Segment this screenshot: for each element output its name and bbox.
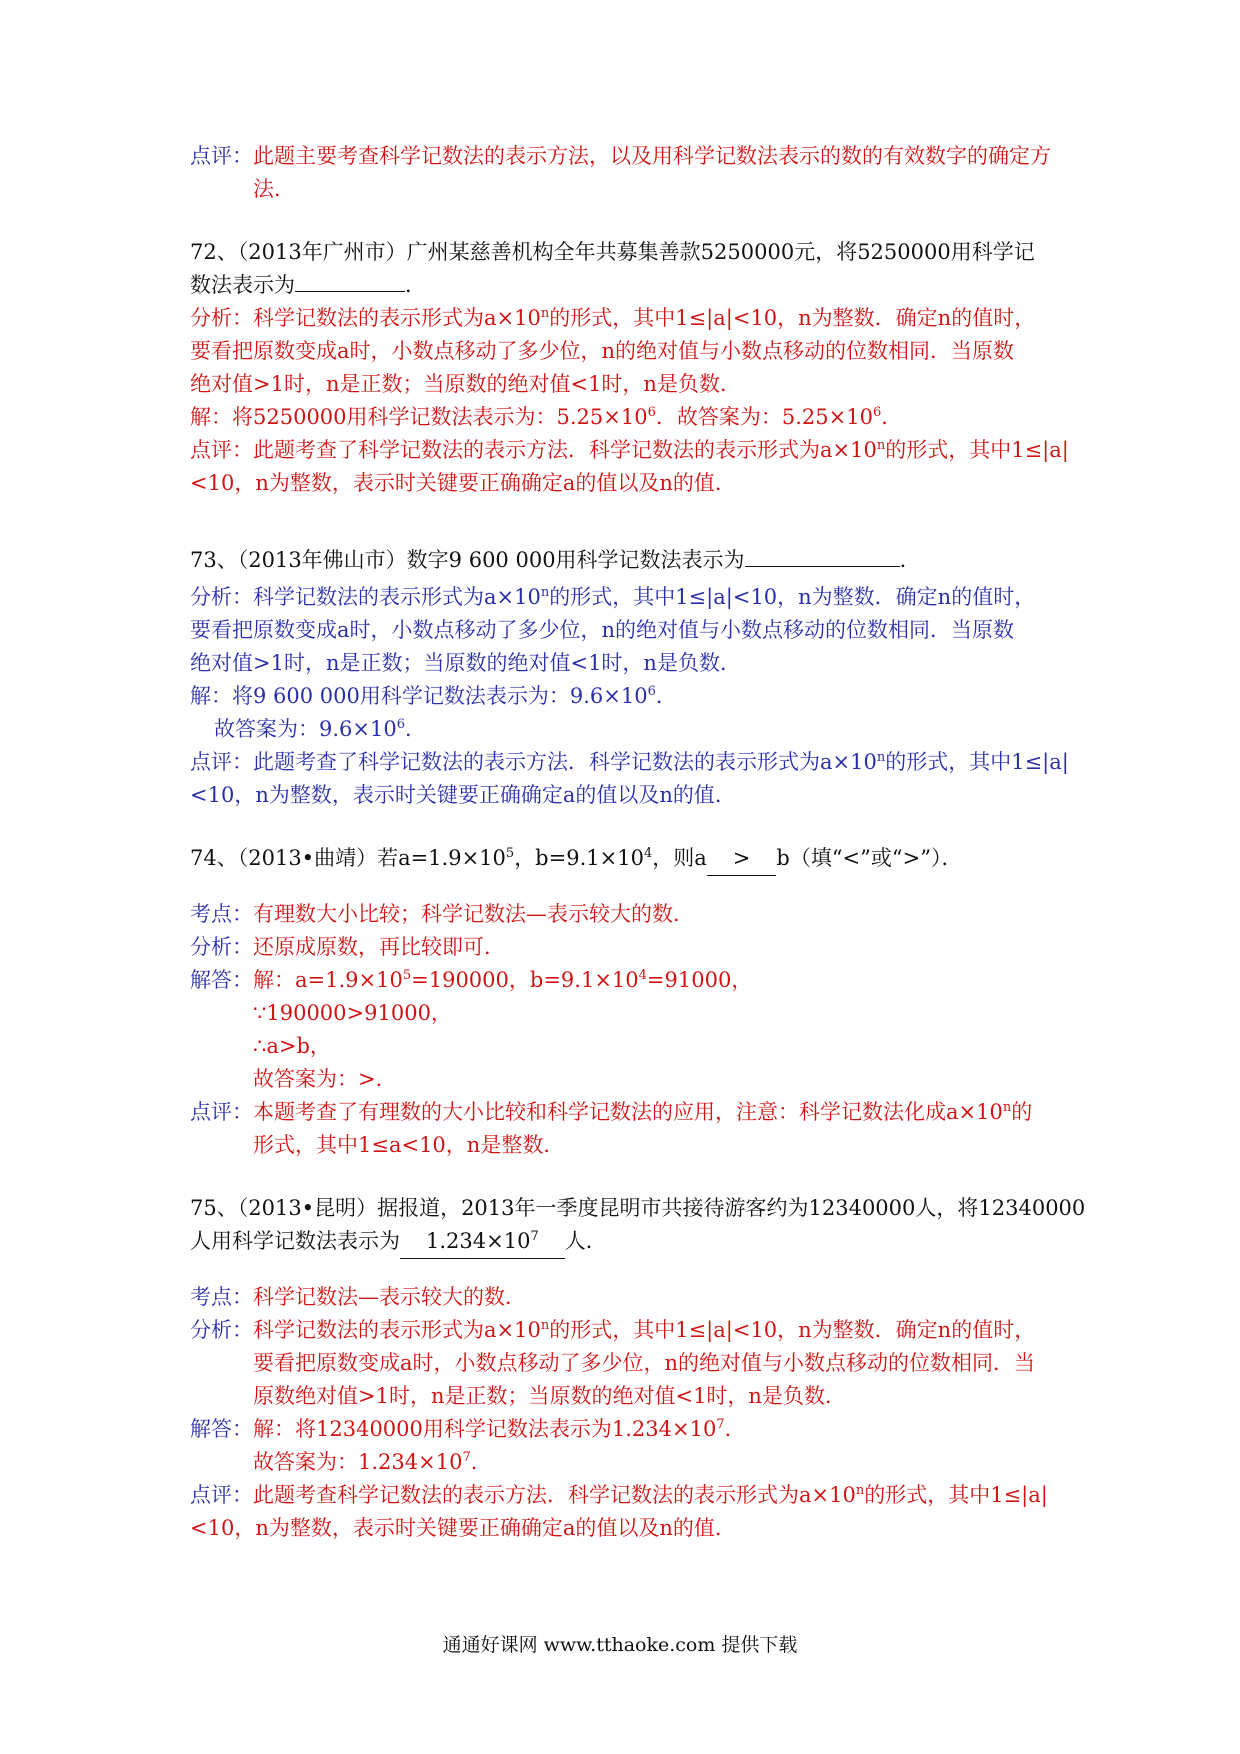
question-text: 人用科学记数法表示为 $1.234\times 10^7$ 人． — [190, 1225, 1060, 1259]
kaodian: 考点： 科学记数法—表示较大的数． — [190, 1285, 526, 1309]
review-label: 点评： — [190, 144, 253, 168]
question-text: 73、（2013年佛山市）数字9 600 000用科学记数法表示为 ． — [190, 548, 921, 572]
page-footer: 通通好课网 www.tthaoke.com 提供下载 — [442, 1634, 798, 1656]
review: 点评： 本题考查了有理数的大小比较和科学记数法的应用，注意：科学记数法化成$a\times 10^n$的 形式，其中1≤a<10，n是整数． — [190, 1100, 1033, 1157]
question-74 — [190, 842, 1060, 1162]
review: 点评：此题考查了科学记数法的表示方法．科学记数法的表示形式为$a\times 10^n$的形式，其中1≤|a| — [190, 438, 1069, 462]
review: 点评： 此题考查科学记数法的表示方法．科学记数法的表示形式为$a\times 10^n$的形式，其中1≤|a| — [190, 1483, 1048, 1507]
answer-blank — [295, 271, 405, 292]
solution: 解：将5250000用科学记数法表示为：$5.25\times 10^6$．故答案为：$5.25\times 10^6$． — [190, 405, 903, 429]
analysis: 分析： 还原成原数，再比较即可． — [190, 935, 505, 959]
answer-blank: $1.234\times 10^7$ — [400, 1225, 565, 1259]
analysis: 分析：科学记数法的表示形式为$a\times 10^n$的形式，其中1≤|a|<10，n为整数．确定n的值时， — [190, 306, 1036, 330]
review: 点评：此题考查了科学记数法的表示方法．科学记数法的表示形式为$a\times 10^n$的形式，其中1≤|a| — [190, 750, 1069, 774]
question-text: 75、（2013•昆明）据报道，2013年一季度昆明市共接待游客约为12340000人，将12340000 — [190, 1196, 1086, 1220]
question-73: 73、（2013年佛山市）数字9 600 000用科学记数法表示为 ． 分析：科学记数法的表示形式为$a\times 10^n$的形式，其中1≤|a|<10，n为整数．确定n的值时， 要看把原数变成a时，小数点移动了多少位，n的绝对值与小数点移动的位数相同．当原数 绝对值>1时，n是正数；当原数的绝对值<1时，n是负数． 解：将9 600 000用科学记数法表示为：$9.6\times 10^6$． 故答案为：$9.6\times 10^6$． 点评：此题考查了科学记数法的表示方法．科学记数法的表示形式为$a\times 10^n$的形式，其中1≤|a| <10，n为整数，表示时关键要正确确定a的值以及n的值． — [190, 544, 1060, 812]
answer-blank: > — [707, 842, 777, 876]
answer: 解答： 解：将12340000用科学记数法表示为$1.234\times 10^7$． 故答案为：$1.234\times 10^7$． — [190, 1417, 746, 1474]
analysis: 分析：科学记数法的表示形式为$a\times 10^n$的形式，其中1≤|a|<10，n为整数．确定n的值时， — [190, 585, 1036, 609]
question-text: 74、（2013•曲靖）若$a=1.9\times 10^5$，$b=9.1\times 10^4$，则a > b（填“<”或“>”）． — [190, 842, 1060, 876]
top-review — [190, 140, 1060, 206]
question-72: 72、（2013年广州市）广州某慈善机构全年共募集善款5250000元，将5250000用科学记 数法表示为 ． 分析：科学记数法的表示形式为$a\times 10^n$的形式，其中1≤|a|<10，n为整数．确定n的值时， 要看把原数变成a时，小数点移动了多少位，n的绝对值与小数点移动的位数相同．当原数 绝对值>1时，n是正数；当原数的绝对值<1时，n是负数． 解：将5250000用科学记数法表示为：$5.25\times 10^6$．故答案为：$5.25\times 10^6$． 点评：此题考查了科学记数法的表示方法．科学记数法的表示形式为$a\times 10^n$的形式，其中1≤|a| <10，n为整数，表示时关键要正确确定a的值以及n的值． — [190, 236, 1060, 500]
answer: 解答： 解：$a=1.9\times 10^5=190000$，$b=9.1\times 10^4=91000$， ∵190000>91000， ∴a>b， 故答案为：>． — [190, 968, 753, 1091]
question-text: 数法表示为 ． — [190, 273, 426, 297]
answer-blank — [745, 546, 900, 567]
solution: 解：将9 600 000用科学记数法表示为：$9.6\times 10^6$． — [190, 684, 677, 708]
document-page — [190, 140, 1086, 1575]
kaodian: 考点： 有理数大小比较；科学记数法—表示较大的数． — [190, 902, 694, 926]
question-text: 72、（2013年广州市）广州某慈善机构全年共募集善款5250000元，将5250000用科学记 — [190, 240, 1035, 264]
question-75: 75、（2013•昆明）据报道，2013年一季度昆明市共接待游客约为12340000人，将12340000 人用科学记数法表示为 $1.234\times 10^7$ 人． 考点： 科学记数法—表示较大的数． 分析： 科学记数法的表示形式为$a\times 10^n$的形式，其中1≤|a|<10，n为整数．确定n的值时， 要看把原数变成a时，小数点移动了多少位，n的绝对值与小数点移动的位数相同．当 原数绝对值>1时，n是正数；当原数的绝对值<1时，n是负数． 解答： 解：将12340000用科学记数法表示为$1.234\times 10^7$． 故答案为：$1.234\times 10^7$． 点评： 此题考查科学记数法的表示方法．科学记数法的表示形式为$a\times 10^n$的形式，其中1≤|a| <10，n为整数，表示时关键要正确确定a的值以及n的值． — [190, 1192, 1060, 1545]
analysis: 分析： 科学记数法的表示形式为$a\times 10^n$的形式，其中1≤|a|<10，n为整数．确定n的值时， 要看把原数变成a时，小数点移动了多少位，n的绝对值与小数点移动的位数相同．当 原数绝对值>1时，n是正数；当原数的绝对值<1时，n是负数． — [190, 1318, 1036, 1408]
review-text: 此题主要考查科学记数法的表示方法，以及用科学记数法表示的数的有效数字的确定方法． — [253, 144, 1051, 201]
